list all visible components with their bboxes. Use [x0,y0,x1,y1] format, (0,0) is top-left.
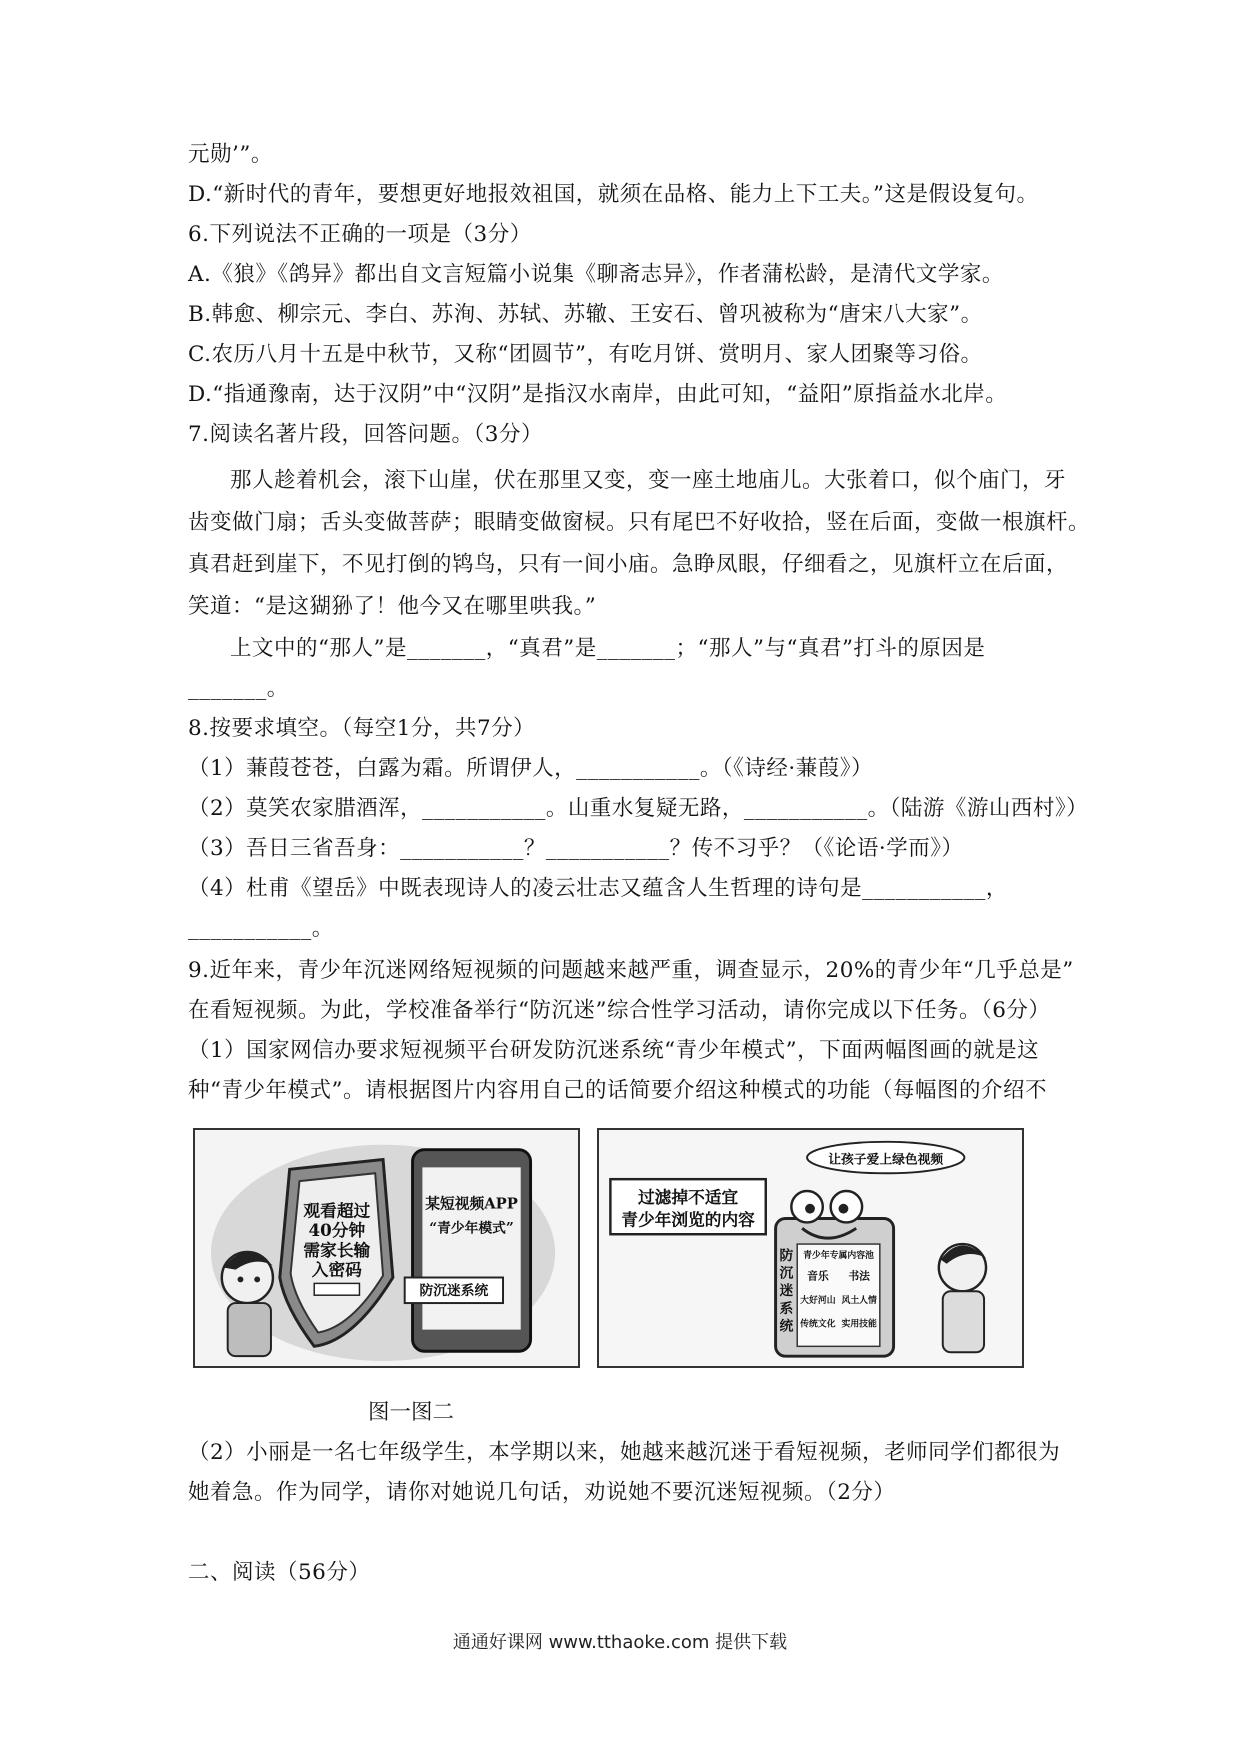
question-9-part-2: 她着急。作为同学，请你对她说几句话，劝说她不要沉迷短视频。（2分） [188,1480,896,1505]
question-9-heading: 9.近年来，青少年沉迷网络短视频的问题越来越严重，调查显示，20%的青少年“几乎总是” [188,958,1074,983]
side-label: 迷 [779,1283,794,1300]
question-9-text: 在看短视频。为此，学校准备举行“防沉迷”综合性学习活动，请你完成以下任务。（6分） [188,998,1051,1023]
fill-blank-item: ___________。 [188,916,334,941]
shield-text: 需家长输 [303,1239,371,1260]
banner-text: 青少年浏览的内容 [621,1209,755,1230]
side-label: 统 [779,1318,794,1335]
content-cell: 音乐 [807,1269,829,1283]
screen-title: 青少年专属内容池 [803,1250,874,1261]
section-heading-reading: 二、阅读（56分） [188,1560,371,1585]
shield-text: 40分钟 [308,1220,366,1241]
content-cell: 风土人情 [841,1296,877,1307]
passage-line: 真君赶到崖下，不见打倒的鸨鸟，只有一间小庙。急睁凤眼，仔细看之，见旗杆立在后面， [188,552,1069,577]
question-6-heading: 6.下列说法不正确的一项是（3分） [188,222,532,247]
side-label: 系 [779,1300,794,1317]
fill-blank-item: （1）蒹葭苍苍，白露为霜。所谓伊人，___________。（《诗经·蒹葭》） [188,756,874,781]
page-footer: 通通好课网 www.tthaoke.com 提供下载 [452,1632,788,1653]
question-9-text: （1）国家网信办要求短视频平台研发防沉迷系统“青少年模式”，下面两幅图画的就是这 [188,1038,1040,1063]
figure-caption: 图一图二 [368,1400,455,1425]
content-cell: 实用技能 [841,1319,877,1330]
question-9-text: 种“青少年模式”。请根据图片内容用自己的话简要介绍这种模式的功能（每幅图的介绍不 [188,1078,1047,1103]
option-c: C.农历八月十五是中秋节，又称“团圆节”，有吃月饼、赏明月、家人团聚等习俗。 [188,342,983,367]
anti-addiction-tag: 防沉迷系统 [419,1283,489,1300]
option-b: B.韩愈、柳宗元、李白、苏洵、苏轼、苏辙、王安石、曾巩被称为“唐宋八大家”。 [188,302,983,327]
shield-text: 入密码 [311,1259,362,1280]
fill-blank-item: （3）吾日三省吾身：___________？___________？传不习乎？（《论语·学而》） [188,836,964,861]
side-label: 沉 [779,1265,794,1282]
question-7-heading: 7.阅读名著片段，回答问题。（3分） [188,422,543,447]
figure-one-cartoon [193,1128,580,1368]
side-label: 防 [779,1247,794,1264]
banner-text: 过滤掉不适宜 [637,1186,739,1207]
content-cell: 大好河山 [800,1296,836,1307]
content-cell: 书法 [848,1269,870,1283]
speech-bubble-text: 让孩子爱上绿色视频 [828,1152,944,1168]
passage-line: 笑道：“是这猢狲了！他今又在哪里哄我。” [188,594,597,619]
fill-blank-item: （2）莫笑农家腊酒浑，___________。山重水复疑无路，___________。（陆游《游山西村》） [188,796,1089,821]
figure-two-cartoon [597,1128,1024,1368]
phone-mode-label: “青少年模式” [429,1220,514,1237]
shield-text: 观看超过 [303,1200,371,1221]
text-line: 元勋’”。 [188,142,273,167]
fill-blank-item: （4）杜甫《望岳》中既表现诗人的凌云壮志又蕴含人生哲理的诗句是___________， [188,876,1008,901]
question-7-prompt: 上文中的“那人”是_______，“真君”是_______；“那人”与“真君”打斗的原因是 [230,636,986,661]
phone-app-title: 某短视频APP [425,1195,518,1213]
text-line: D.“新时代的青年，要想更好地报效祖国，就须在品格、能力上下工夫。”这是假设复句。 [188,182,1039,207]
question-8-heading: 8.按要求填空。（每空1分，共7分） [188,716,536,741]
question-9-part-2: （2）小丽是一名七年级学生，本学期以来，她越来越沉迷于看短视频，老师同学们都很为 [188,1440,1061,1465]
content-cell: 传统文化 [800,1319,836,1330]
passage-line: 齿变做门扇；舌头变做菩萨；眼睛变做窗棂。只有尾巴不好收拾，竖在后面，变做一根旗杆。 [188,510,1091,535]
option-d: D.“指通豫南，达于汉阴”中“汉阴”是指汉水南岸，由此可知，“益阳”原指益水北岸。 [188,382,1008,407]
option-a: A.《狼》《鸽异》都出自文言短篇小说集《聊斋志异》，作者蒲松龄，是清代文学家。 [188,262,1004,287]
question-7-prompt: _______。 [188,676,289,701]
passage-line: 那人趁着机会，滚下山崖，伏在那里又变，变一座土地庙儿。大张着口，似个庙门，牙 [230,468,1067,493]
